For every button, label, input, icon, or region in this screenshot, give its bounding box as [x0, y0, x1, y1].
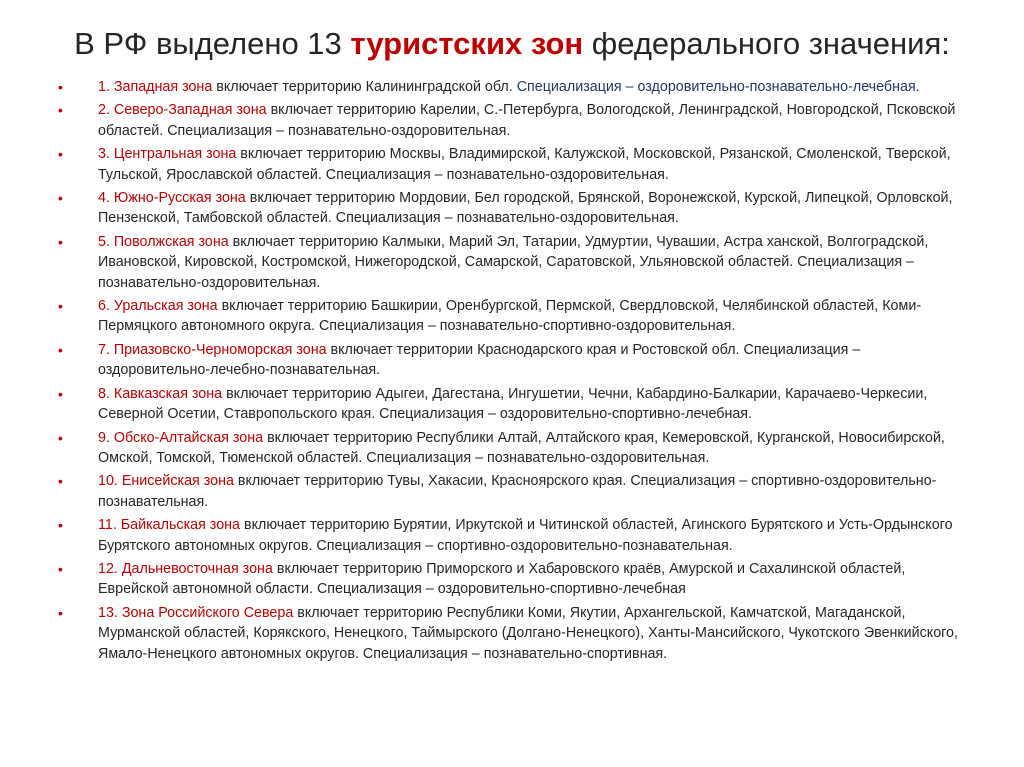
zone-text: включает территорию Тувы, Хакасии, Красноярского края. Специализация – спортивно-оздоровительно-познавательная. [98, 473, 937, 510]
zone-text: включает территорию Калининградской обл. [212, 79, 517, 95]
zone-name: 9. Обско-Алтайская зона [98, 429, 264, 446]
bullet-icon: • [58, 146, 63, 163]
zone-text: включает территорию Адыгеи, Дагестана, Ингушетии, Чечни, Кабардино-Балкарии, Карачаево-Черкесии, Северной Осетии, Ставропольского края. Специализация – оздоровительно-спортивно-лечебная. [98, 385, 928, 423]
title-suffix: федерального значения: [583, 26, 950, 61]
zone-name: 5. Поволжская зона [98, 233, 229, 250]
bullet-icon: • [58, 102, 63, 119]
zone-text: включает территорию Калмыки, Марий Эл, Татарии, Удмуртии, Чувашии, Астра ханской, Волгоградской, Ивановской, Кировской, Костромской, Нижегородской, Самарской, Саратовской, Ульяновской областей. Специализация – познавательно-оздоровительная. [98, 233, 929, 291]
list-item [58, 188, 958, 229]
zone-text: включает территорию Республики Алтай, Алтайского края, Кемеровской, Курганской, Новосибирской, Омской, Томской, Тюменской областей. Специализация – познавательно-оздоровительная. [98, 429, 945, 466]
zone-name: 11. Байкальская зона [98, 517, 240, 534]
zone-name: 4. Южно-Русская зона [98, 190, 246, 207]
zone-text: включает территорию Мордовии, Бел городской, Брянской, Воронежской, Курской, Липецкой, Орловской, Пензенской, Тамбовской областей. Специализация – познавательно-оздоровительная. [98, 190, 953, 227]
bullet-icon: • [58, 233, 63, 250]
list-item [58, 471, 958, 512]
bullet-icon: • [58, 517, 63, 534]
bullet-icon: • [58, 341, 63, 358]
list-item [58, 428, 958, 469]
list-item [58, 340, 958, 381]
page-title [0, 24, 1024, 64]
zone-name: 12. Дальневосточная зона [98, 560, 273, 577]
zone-list [58, 77, 958, 667]
list-item [58, 77, 958, 97]
zone-text: включает территорию Карелии, С.-Петербурга, Вологодской, Ленинградской, Новгородской, Псковской областей. Специализация – познавательно-оздоровительная. [98, 102, 956, 139]
bullet-icon: • [58, 79, 63, 95]
zone-text: включает территорию Республики Коми, Якутии, Архангельской, Камчатской, Магаданской, Мурманской областей, Корякского, Ненецкого, Таймырского (Долгано-Ненецкого), Ханты-Мансийского, Чукотского Эвенкийского, Ямало-Ненецкого автономных округов. Специализация – познавательно-спортивная. [98, 604, 958, 662]
list-item [58, 144, 958, 185]
zone-text: включает территорию Башкирии, Оренбургской, Пермской, Свердловской, Челябинской областей, Коми-Пермяцкого автономного округа. Специализация – познавательно-спортивно-оздоровительная. [98, 298, 922, 335]
list-item [58, 296, 958, 337]
bullet-icon: • [58, 604, 63, 621]
bullet-icon: • [58, 298, 63, 315]
zone-text: включает территорию Бурятии, Иркутской и Читинской областей, Агинского Бурятского и Усть-Ордынского Бурятского автономных округов. Специализация – спортивно-оздоровительно-познавательная. [98, 517, 953, 554]
title-accent: туристских зон [350, 26, 584, 61]
list-item [58, 100, 958, 141]
zone-text: включает территорию Приморского и Хабаровского краёв, Амурской и Сахалинской областей, Еврейской автономной области. Специализация – оздоровительно-спортивно-лечебная [98, 560, 906, 598]
zone-name: 3. Центральная зона [98, 146, 237, 163]
zone-text: включает территории Краснодарского края и Ростовской обл. Специализация – оздоровительно-лечебно-познавательная. [98, 341, 861, 379]
bullet-icon: • [58, 190, 63, 207]
bullet-icon: • [58, 385, 63, 402]
zone-name: 8. Кавказская зона [98, 385, 223, 402]
zone-text: включает территорию Москвы, Владимирской, Калужской, Московской, Рязанской, Смоленской, Тверской, Тульской, Ярославской областей. Специализация – познавательно-оздоровительная. [98, 146, 951, 183]
bullet-icon: • [58, 560, 63, 577]
zone-name: 1. Западная зона [98, 79, 213, 95]
list-item [58, 384, 958, 425]
zone-name: 10. Енисейская зона [98, 473, 234, 490]
zone-name: 6. Уральская зона [98, 298, 218, 315]
zone-name: 13. Зона Российского Севера [98, 604, 294, 621]
bullet-icon: • [58, 429, 63, 446]
zone-specialization: Специализация – оздоровительно-познавательно-лечебная. [516, 79, 920, 95]
list-item [58, 232, 958, 293]
zone-name: 2. Северо-Западная зона [98, 102, 267, 119]
list-item [58, 515, 958, 556]
title-prefix: В РФ выделено 13 [74, 26, 351, 61]
bullet-icon: • [58, 473, 63, 490]
list-item [58, 559, 958, 600]
zone-name: 7. Приазовско-Черноморская зона [98, 341, 327, 358]
list-item [58, 603, 958, 664]
